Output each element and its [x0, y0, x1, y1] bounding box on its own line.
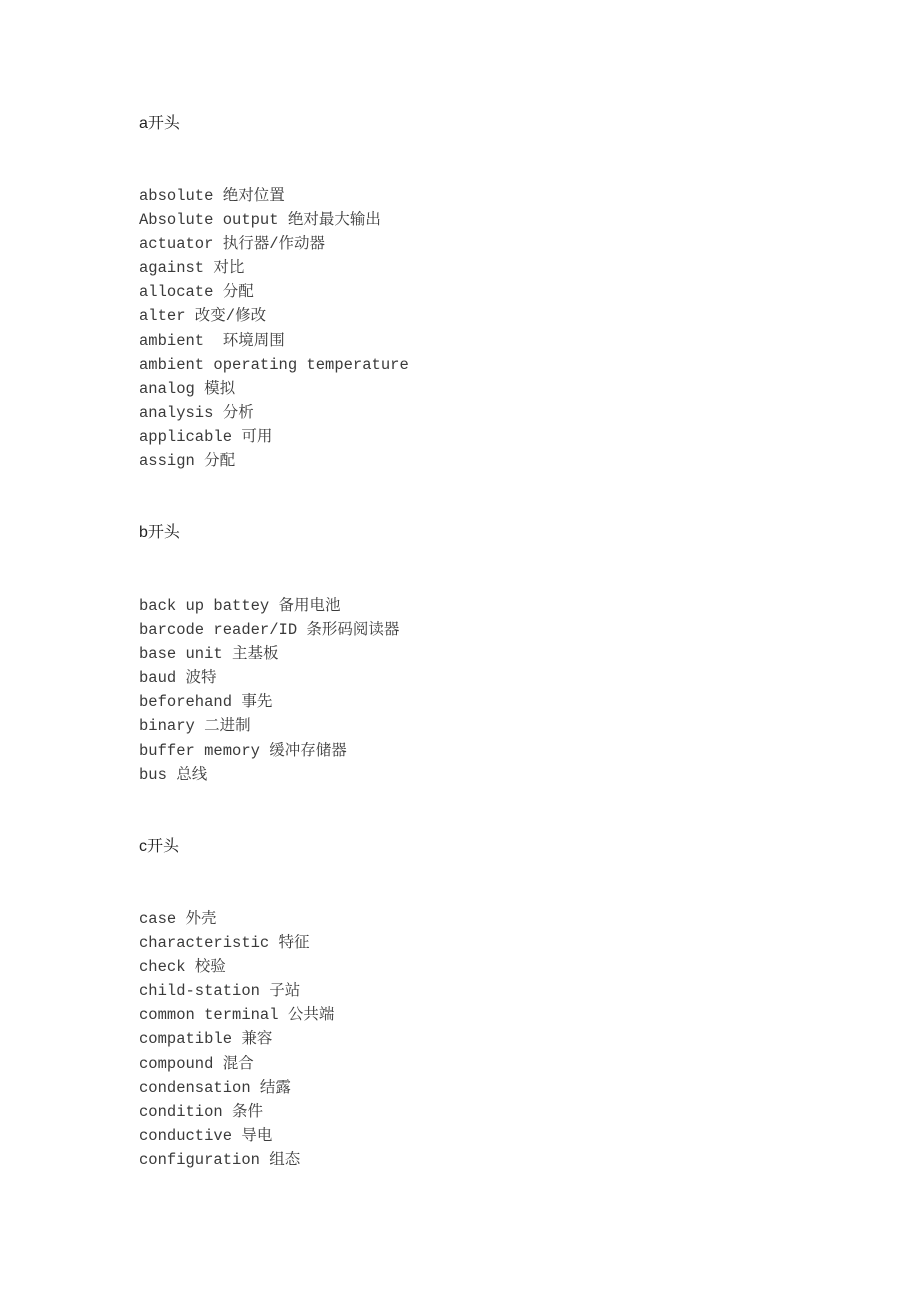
glossary-entry: analysis 分析 — [139, 403, 254, 422]
glossary-entry: configuration 组态 — [139, 1150, 301, 1169]
section-heading-a: a开头 — [139, 115, 180, 132]
glossary-entry: ambient 环境周围 — [139, 331, 285, 350]
glossary-entry: buffer memory 缓冲存储器 — [139, 741, 347, 760]
glossary-entry: analog 模拟 — [139, 379, 236, 398]
glossary-entry: bus 总线 — [139, 765, 208, 784]
glossary-entry: against 对比 — [139, 259, 245, 278]
glossary-entry: assign 分配 — [139, 452, 236, 471]
section-heading-c: c开头 — [139, 838, 180, 855]
glossary-entry: child-station 子站 — [139, 982, 301, 1001]
glossary-entry: actuator 执行器/作动器 — [139, 235, 326, 254]
glossary-entry: case 外壳 — [139, 910, 217, 928]
glossary-entry: base unit 主基板 — [139, 645, 279, 664]
glossary-entry: beforehand 事先 — [139, 693, 273, 712]
glossary-entry: barcode reader/ID 条形码阅读器 — [139, 621, 400, 640]
glossary-entry: compound 混合 — [139, 1054, 254, 1073]
glossary-entry: characteristic 特征 — [139, 934, 310, 953]
glossary-entry: compatible 兼容 — [139, 1030, 273, 1049]
glossary-entry: allocate 分配 — [139, 283, 254, 302]
glossary-entry: applicable 可用 — [139, 427, 273, 446]
glossary-entry: conductive 导电 — [139, 1126, 273, 1145]
glossary-entry: alter 改变/修改 — [139, 307, 267, 326]
glossary-entry: ambient operating temperature — [139, 355, 409, 374]
glossary-entry: common terminal 公共端 — [139, 1006, 335, 1025]
section-heading-b: b开头 — [139, 524, 180, 541]
glossary-list-b — [139, 594, 399, 787]
glossary-entry: condition 条件 — [139, 1102, 264, 1121]
glossary-entry: back up battey 备用电池 — [139, 597, 341, 615]
glossary-entry: check 校验 — [139, 958, 226, 977]
glossary-entry: binary 二进制 — [139, 717, 251, 736]
glossary-entry: condensation 结露 — [139, 1078, 291, 1097]
glossary-entry: Absolute output 绝对最大输出 — [139, 211, 381, 230]
glossary-entry: absolute 绝对位置 — [139, 187, 285, 205]
glossary-list-c — [139, 907, 334, 1172]
glossary-entry: baud 波特 — [139, 669, 217, 688]
glossary-list-a — [139, 184, 409, 473]
